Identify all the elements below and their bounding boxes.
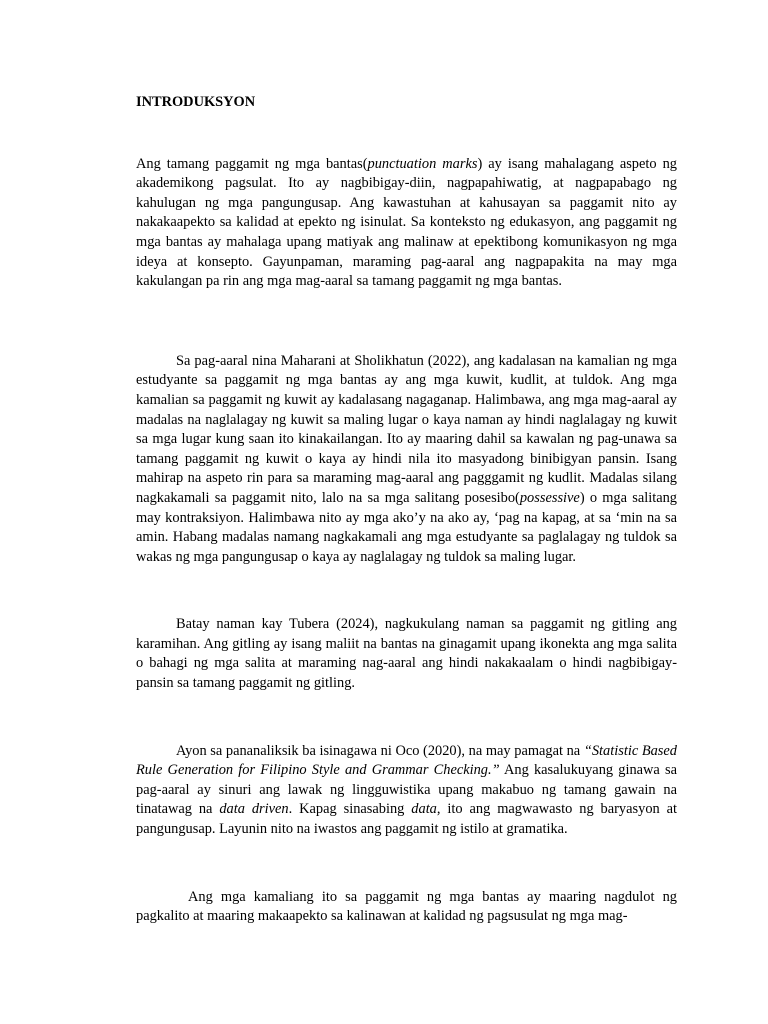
paragraph-1 [136, 155, 677, 292]
paragraph-2-text-c: ) o mga salitang may kontraksiyon. Halimbawa nito ay mga ako’y na ako ay, ‘pag na kapag, at sa ‘min na sa amin. Habang madalas namang nagkakamali ang mga estudyante sa paglalagay ng tuldok sa wakas ng mga pangungusap o kaya ay naglalagay ng tuldok sa maling lugar. [136, 489, 677, 565]
paragraph-2 [136, 352, 677, 568]
paragraph-4 [136, 742, 677, 840]
paragraph-4-text-e: . Kapag sinasabing [288, 801, 412, 818]
paragraph-1-text-a: Ang tamang paggamit ng mga bantas( [136, 155, 368, 172]
paragraph-2-text-a: Sa pag-aaral nina Maharani at Sholikhatun (2022), ang kadalasan na kamalian ng mga estudyante sa paggamit ng mga bantas ay ang mga kuwit, kudlit, at tuldok. Ang mga kamalian sa paggamit ng kuwit ay kadalasang nagaganap. Halimbawa, ang mga mag-aaral ay madalas na naglalagay ng kuwit sa maling lugar o kaya naman ay hindi naglalagay ng kuwit sa mga lugar kung saan ito kinakailangan. Ito ay maaring dahil sa kawalan ng pag-unawa sa tamang paggamit ng kuwit o kaya ay hindi nila ito masyadong binibigyan pansin. Isang mahirap na aspeto rin para sa maraming mag-aaral ang pagggamit ng kudlit. Madalas silang nagkakamali sa paggamit nito, lalo na sa mga salitang posesibo( [136, 352, 677, 506]
paragraph-4-text-a: Ayon sa pananaliksik ba isinagawa ni Oco (2020), na may pamagat na [176, 742, 584, 759]
paragraph-4-emphasis-data: data [411, 801, 437, 818]
paragraph-4-title: “Statistic Based Rule Generation for Filipino Style and Grammar Checking.” [136, 742, 677, 779]
paragraph-1-text-c: ) ay isang mahalagang aspeto ng akademikong pagsulat. Ito ay nagbibigay-diin, nagpapahiwatig, at nagpapabago ng kahulugan ng mga pangungusap. Ang kawastuhan at kahusayan sa paggamit nito ay nakakaapekto sa kalidad at epekto ng isinulat. Sa konteksto ng edukasyon, ang paggamit ng mga bantas ay mahalaga upang matiyak ang malinaw at epektibong komunikasyon ng mga ideya at konsepto. Gayunpaman, maraming pag-aaral ang nagpapakita na may mga kakulangan pa rin ang mga mag-aaral sa tamang paggamit ng mga bantas. [136, 155, 677, 290]
paragraph-3: Batay naman kay Tubera (2024), nagkukulang naman sa paggamit ng gitling ang karamihan. Ang gitling ay isang maliit na bantas na ginagamit upang ikonekta ang mga salita o bahagi ng mga salita at maraming nag-aaral ang hindi nakakaalam o hindi nagbibigay-pansin sa tamang paggamit ng gitling. [136, 616, 677, 692]
paragraph-2-emphasis: possessive [519, 489, 580, 506]
paragraph-4-text-c: Ang kasalukuyang ginawa sa pag-aaral ay sinuri ang lawak ng lingguwistika upang makabuo ng tamang gawain na tinatawag na [136, 762, 677, 818]
section-heading: INTRODUKSYON [136, 94, 256, 110]
paragraph-1-emphasis: punctuation marks [367, 155, 478, 172]
paragraph-4-emphasis-data-driven: data driven [219, 801, 289, 818]
document-page [136, 93, 677, 927]
paragraph-5: Ang mga kamaliang ito sa paggamit ng mga bantas ay maaring nagdulot ng pagkalito at maaring makaapekto sa kalinawan at kalidad ng pagsusulat ng mga mag- [136, 888, 677, 925]
paragraph-4-text-g: , ito ang magwawasto ng baryasyon at pangungusap. Layunin nito na iwastos ang paggamit ng istilo at gramatika. [136, 801, 678, 838]
